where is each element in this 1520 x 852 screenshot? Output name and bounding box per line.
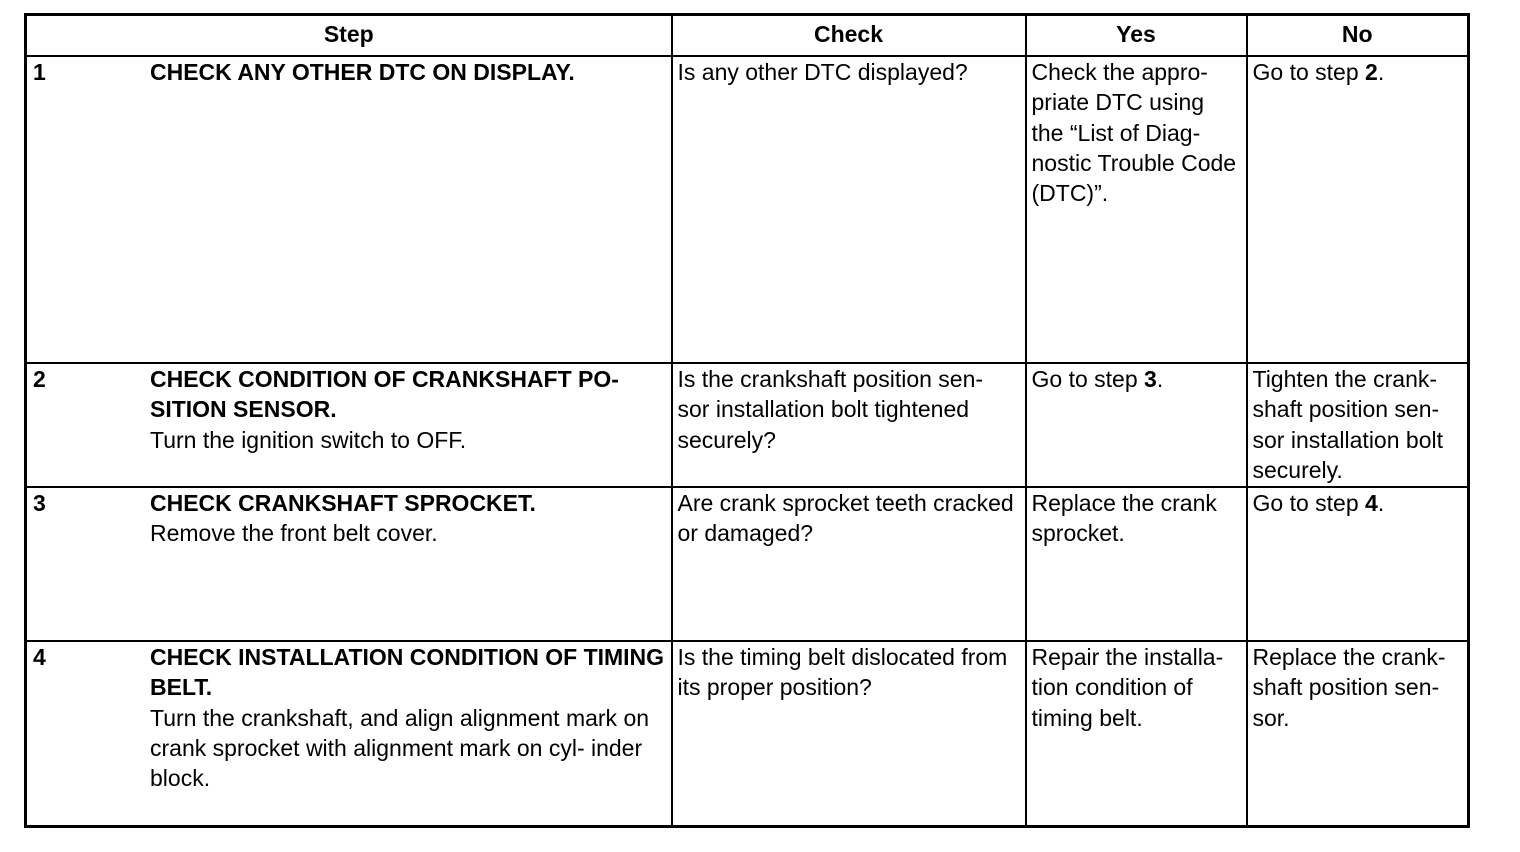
no-cell — [1247, 641, 1469, 827]
yes-text: Repair the installa- tion condition of timing belt. — [1031, 644, 1224, 731]
yes-cell — [1026, 641, 1247, 827]
yes-text-suffix: . — [1156, 366, 1164, 392]
step-title: CHECK ANY OTHER DTC ON DISPLAY. — [150, 59, 575, 85]
yes-text — [1032, 366, 1164, 392]
yes-text-prefix: Go to step — [1031, 366, 1145, 392]
step-cell — [26, 363, 672, 487]
step-number: 3 — [33, 490, 46, 516]
check-text: Is the timing belt dislocated from its proper position? — [677, 644, 1008, 701]
no-text-prefix: Go to step — [1252, 490, 1366, 516]
no-cell — [1247, 363, 1469, 487]
check-text: Is any other DTC displayed? — [677, 59, 968, 85]
step-title: CHECK CRANKSHAFT SPROCKET. — [150, 490, 536, 516]
check-cell — [672, 487, 1026, 641]
header-yes: Yes — [1026, 15, 1247, 57]
step-cell — [26, 56, 672, 363]
header-no: No — [1247, 15, 1469, 57]
step-title: CHECK CONDITION OF CRANKSHAFT PO- SITION SENSOR. — [150, 366, 619, 423]
table-row — [26, 641, 1469, 827]
check-cell — [672, 363, 1026, 487]
step-cell — [26, 487, 672, 641]
step-title: CHECK INSTALLATION CONDITION OF TIMING BELT. — [150, 644, 665, 701]
check-cell — [672, 641, 1026, 827]
no-text-prefix: Go to step — [1252, 59, 1366, 85]
yes-cell — [1026, 363, 1247, 487]
header-check: Check — [672, 15, 1026, 57]
yes-text: Replace the crank sprocket. — [1031, 490, 1217, 547]
no-step-ref: 2 — [1365, 59, 1378, 85]
step-instruction: Turn the crankshaft, and align alignment mark on crank sprocket with alignment mark on cyl- inder block. — [150, 704, 650, 792]
no-text: Tighten the crank- shaft position sen- sor installation bolt securely. — [1252, 366, 1443, 483]
no-text — [1253, 59, 1385, 85]
no-cell — [1247, 56, 1469, 363]
step-instruction: Remove the front belt cover. — [150, 520, 438, 547]
step-number: 2 — [33, 366, 46, 392]
no-text — [1253, 490, 1385, 516]
yes-step-ref: 3 — [1144, 366, 1157, 392]
header-row — [26, 15, 1469, 57]
no-step-ref: 4 — [1365, 490, 1378, 516]
yes-cell — [1026, 56, 1247, 363]
yes-text: Check the appro- priate DTC using the “List of Diag- nostic Trouble Code (DTC)”. — [1031, 59, 1237, 207]
check-text: Is the crankshaft position sen- sor installation bolt tightened securely? — [677, 366, 984, 453]
table-row — [26, 363, 1469, 487]
check-text: Are crank sprocket teeth cracked or damaged? — [677, 490, 1014, 547]
step-number: 4 — [33, 644, 46, 670]
table-row — [26, 487, 1469, 641]
diagnostic-table — [24, 13, 1470, 828]
yes-cell — [1026, 487, 1247, 641]
step-instruction: Turn the ignition switch to OFF. — [150, 426, 467, 453]
no-cell — [1247, 487, 1469, 641]
step-number: 1 — [33, 59, 46, 85]
table-row — [26, 56, 1469, 363]
header-step: Step — [26, 15, 672, 57]
no-text-suffix: . — [1377, 490, 1385, 516]
no-text: Replace the crank- shaft position sen- sor. — [1252, 644, 1446, 731]
check-cell — [672, 56, 1026, 363]
step-cell — [26, 641, 672, 827]
no-text-suffix: . — [1377, 59, 1385, 85]
